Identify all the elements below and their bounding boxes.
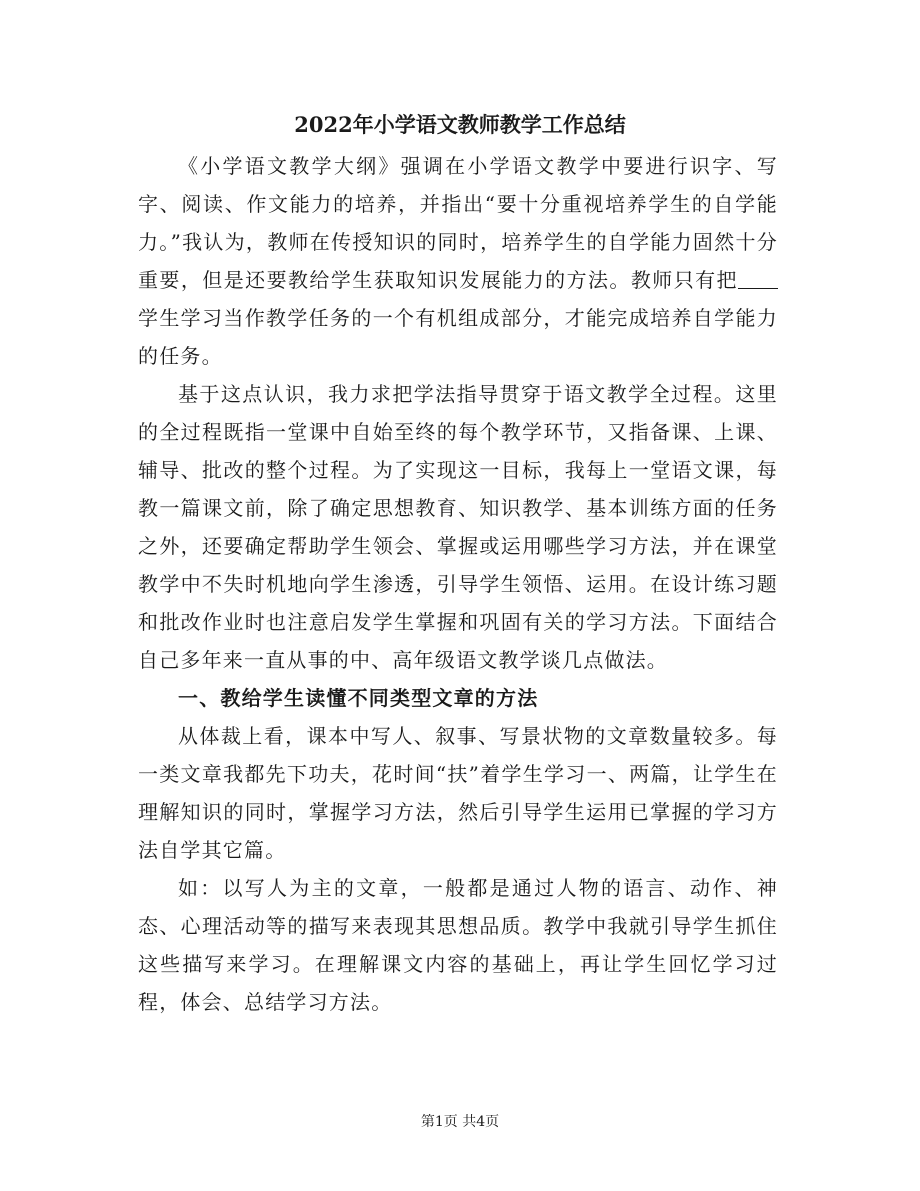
- paragraph-genre: 从体裁上看，课本中写人、叙事、写景状物的文章数量较多。每一类文章我都先下功夫，花时间“扶”着学生学习一、两篇，让学生在理解知识的同时，掌握学习方法，然后引导学生运用已掌握的学习方法自学其它篇。: [138, 724, 778, 862]
- paragraph-intro-text: 《小学语文教学大纲》强调在小学语文教学中要进行识字、写字、阅读、作文能力的培养，并指出“要十分重视培养学生的自学能力。”我认为，教师在传授知识的同时，培养学生的自学能力固然十分重要，但是还要教给学生获取知识发展能力的方法。教师只有把: [138, 154, 778, 292]
- page-number: 第1页 共4页: [420, 1114, 500, 1130]
- paragraph-intro-text-continued: 学生学习当作教学任务的一个有机组成部分，才能完成培养自学能力的任务。: [138, 306, 778, 368]
- document-title: 2022年小学语文教师教学工作总结: [294, 112, 626, 137]
- fill-blank-line: [738, 268, 778, 289]
- paragraph-example: 如：以写人为主的文章，一般都是通过人物的语言、动作、神态、心理活动等的描写来表现其思想品质。教学中我就引导学生抓住这些描写来学习。在理解课文内容的基础上，再让学生回忆学习过程，体会、总结学习方法。: [138, 876, 778, 1014]
- document-body: [138, 147, 778, 1021]
- section-heading: 一、教给学生读懂不同类型文章的方法: [178, 686, 539, 710]
- paragraph-approach: 基于这点认识，我力求把学法指导贯穿于语文教学全过程。这里的全过程既指一堂课中自始至终的每个教学环节，又指备课、上课、辅导、批改的整个过程。为了实现这一目标，我每上一堂语文课，每教一篇课文前，除了确定思想教育、知识教学、基本训练方面的任务之外，还要确定帮助学生领会、掌握或运用哪些学习方法，并在课堂教学中不失时机地向学生渗透，引导学生领悟、运用。在设计练习题和批改作业时也注意启发学生掌握和巩固有关的学习方法。下面结合自己多年来一直从事的中、高年级语文教学谈几点做法。: [138, 382, 778, 672]
- paragraph-intro: [138, 147, 778, 375]
